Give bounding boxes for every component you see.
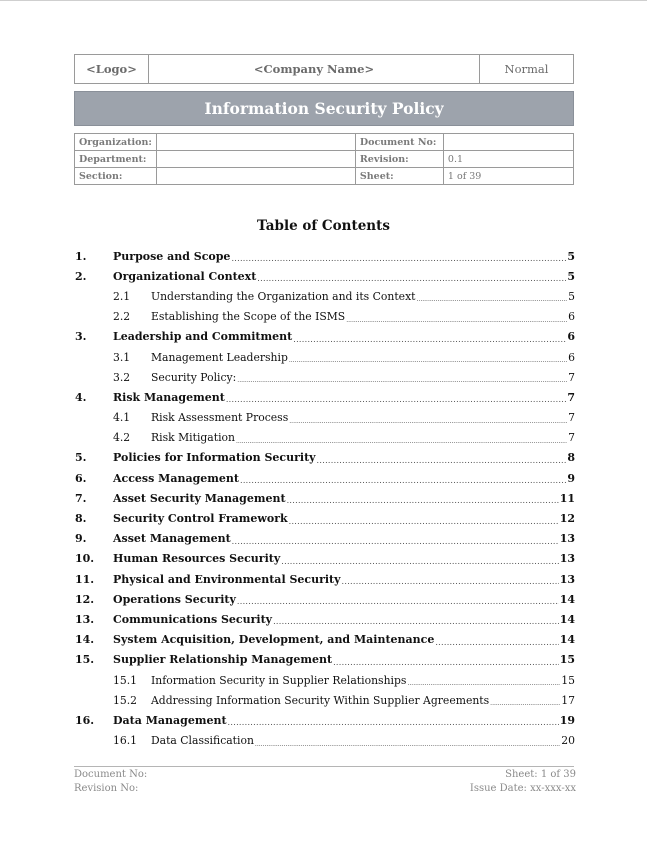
toc-entry-number: 9. [75, 532, 87, 546]
toc-entry[interactable] [75, 650, 575, 670]
toc-entry[interactable] [75, 387, 575, 407]
toc-entry-number: 3. [75, 330, 87, 344]
toc-leader-dots [289, 411, 567, 425]
toc-entry[interactable] [75, 468, 575, 488]
toc-entry-page: 7 [567, 390, 575, 404]
toc-entry-number: 3.2 [113, 370, 131, 384]
footer-row [74, 782, 576, 796]
toc-leader-dots [289, 350, 567, 364]
revision-value: 0.1 [443, 151, 573, 168]
toc-entry-title: Risk Assessment Process [151, 411, 289, 425]
toc-leader-dots [407, 673, 560, 687]
toc-entry-number: 8. [75, 512, 87, 526]
toc-entry-number: 12. [75, 592, 95, 606]
toc-entry[interactable] [75, 508, 575, 528]
company-name: <Company Name> [149, 55, 480, 83]
toc-leader-dots [289, 512, 559, 526]
toc-entry-page: 15 [561, 673, 575, 687]
toc-entry-page: 5 [568, 289, 575, 303]
toc-entry-number: 4. [75, 390, 87, 404]
toc-leader-dots [333, 653, 559, 667]
toc-entry[interactable] [75, 286, 575, 306]
toc-entry-title: Physical and Environmental Security [113, 572, 341, 586]
toc-entry-page: 19 [559, 713, 575, 727]
toc-entry-number: 2.1 [113, 289, 131, 303]
department-label: Department: [75, 151, 157, 168]
toc-entry[interactable] [75, 630, 575, 650]
toc-entry-number: 16.1 [113, 734, 138, 748]
toc-entry-number: 15.1 [113, 673, 138, 687]
toc-entry-title: Management Leadership [151, 350, 288, 364]
toc-entry-number: 7. [75, 491, 87, 505]
toc-leader-dots [287, 491, 559, 505]
toc-entry-number: 15.2 [113, 693, 138, 707]
toc-entry-number: 11. [75, 572, 95, 586]
sheet-label: Sheet: [355, 168, 443, 185]
toc-entry[interactable] [75, 529, 575, 549]
toc-leader-dots [228, 713, 559, 727]
toc-entry-page: 13 [559, 552, 575, 566]
footer-row [74, 768, 576, 782]
toc-entry-page: 20 [561, 734, 575, 748]
toc-entry[interactable] [75, 448, 575, 468]
toc-entry-page: 6 [568, 350, 575, 364]
toc-leader-dots [346, 310, 567, 324]
toc-entry-number: 4.2 [113, 431, 131, 445]
toc-entry[interactable] [75, 690, 575, 710]
toc-entry-title: Risk Mitigation [151, 431, 235, 445]
toc-entry[interactable] [75, 589, 575, 609]
department-value [156, 151, 355, 168]
toc-entry-title: Establishing the Scope of the ISMS [151, 310, 346, 324]
toc-entry[interactable] [75, 428, 575, 448]
toc-entry-number: 2.2 [113, 310, 131, 324]
toc-entry-title: Information Security in Supplier Relationships [151, 673, 407, 687]
toc-entry-page: 5 [567, 269, 575, 283]
classification-label: Normal [504, 62, 549, 76]
sheet-value: 1 of 39 [443, 168, 573, 185]
toc-entry-title: Risk Management [113, 390, 225, 404]
document-no-label: Document No: [355, 134, 443, 151]
toc-entry-number: 1. [75, 249, 87, 263]
toc-entry-page: 17 [561, 693, 575, 707]
logo-placeholder: <Logo> [75, 55, 149, 83]
toc-entry-title: System Acquisition, Development, and Maintenance [113, 633, 435, 647]
footer-sheet: Sheet: 1 of 39 [505, 769, 576, 780]
toc-entry-number: 13. [75, 612, 95, 626]
meta-row [75, 168, 574, 185]
toc-entry-number: 10. [75, 552, 95, 566]
toc-entry-title: Addressing Information Security Within Supplier Agreements [151, 693, 490, 707]
toc-entry-title: Understanding the Organization and its Context [151, 289, 416, 303]
toc-entry-title: Security Control Framework [113, 512, 288, 526]
toc-entry-title: Human Resources Security [113, 552, 281, 566]
toc-entry-number: 5. [75, 451, 87, 465]
toc-entry-page: 6 [568, 310, 575, 324]
footer-document-no: Document No: [74, 769, 148, 780]
toc-entry-page: 5 [567, 249, 575, 263]
footer-revision-no: Revision No: [74, 783, 139, 794]
toc-entry-page: 7 [568, 411, 575, 425]
toc-entry-title: Organizational Context [113, 269, 257, 283]
toc-entry[interactable] [75, 549, 575, 569]
toc-leader-dots [232, 532, 559, 546]
document-header [74, 54, 574, 84]
toc-entry-title: Asset Management [113, 532, 231, 546]
toc-entry-page: 14 [559, 633, 575, 647]
toc-entry[interactable] [75, 307, 575, 327]
document-footer [74, 768, 576, 796]
toc-entry-number: 14. [75, 633, 95, 647]
footer-issue-date: Issue Date: xx-xxx-xx [469, 783, 576, 794]
toc-entry[interactable] [75, 710, 575, 730]
toc-leader-dots [257, 269, 566, 283]
toc-leader-dots [281, 552, 558, 566]
toc-entry-title: Access Management [113, 471, 239, 485]
toc-entry-title: Purpose and Scope [113, 249, 231, 263]
organization-label: Organization: [75, 134, 157, 151]
toc-leader-dots [435, 633, 558, 647]
toc-leader-dots [342, 572, 559, 586]
toc-entry-title: Supplier Relationship Management [113, 653, 333, 667]
toc-entry-page: 12 [559, 512, 575, 526]
toc-entry-number: 2. [75, 269, 87, 283]
section-label: Section: [75, 168, 157, 185]
toc-entry-number: 6. [75, 471, 87, 485]
toc-entry-page: 13 [559, 572, 575, 586]
toc-leader-dots [236, 431, 567, 445]
toc-entry-page: 6 [567, 330, 575, 344]
toc-entry-title: Policies for Information Security [113, 451, 316, 465]
toc-entry-title: Asset Security Management [113, 491, 286, 505]
toc-entry[interactable] [75, 408, 575, 428]
toc-leader-dots [226, 390, 567, 404]
table-of-contents [75, 246, 575, 751]
toc-entry-title: Data Classification [151, 734, 254, 748]
section-value [156, 168, 355, 185]
toc-entry-title: Data Management [113, 713, 227, 727]
toc-leader-dots [417, 289, 568, 303]
toc-entry-page: 8 [567, 451, 575, 465]
toc-entry-page: 9 [567, 471, 575, 485]
toc-leader-dots [255, 734, 560, 748]
toc-entry-title: Operations Security [113, 592, 236, 606]
toc-entry[interactable] [75, 670, 575, 690]
toc-entry-title: Leadership and Commitment [113, 330, 293, 344]
toc-leader-dots [237, 592, 559, 606]
toc-entry[interactable] [75, 609, 575, 629]
toc-entry[interactable] [75, 367, 575, 387]
revision-label: Revision: [355, 151, 443, 168]
toc-entry[interactable] [75, 731, 575, 751]
toc-entry-number: 3.1 [113, 350, 131, 364]
toc-entry[interactable] [75, 327, 575, 347]
toc-entry-number: 15. [75, 653, 95, 667]
toc-leader-dots [237, 370, 567, 384]
meta-row [75, 151, 574, 168]
toc-entry[interactable] [75, 569, 575, 589]
meta-row [75, 134, 574, 151]
top-border [0, 0, 647, 1]
document-meta-table [74, 133, 574, 185]
toc-leader-dots [293, 330, 566, 344]
footer-divider [74, 766, 574, 767]
toc-leader-dots [317, 451, 567, 465]
toc-entry-number: 16. [75, 713, 95, 727]
toc-entry[interactable] [75, 347, 575, 367]
toc-entry-page: 7 [568, 370, 575, 384]
toc-entry-page: 14 [559, 612, 575, 626]
toc-entry-page: 13 [559, 532, 575, 546]
toc-entry-title: Communications Security [113, 612, 273, 626]
organization-value [156, 134, 355, 151]
toc-entry[interactable] [75, 488, 575, 508]
toc-entry-page: 7 [568, 431, 575, 445]
toc-leader-dots [490, 693, 560, 707]
toc-entry-number: 4.1 [113, 411, 131, 425]
toc-entry-page: 11 [559, 491, 575, 505]
toc-leader-dots [240, 471, 566, 485]
toc-entry-page: 14 [559, 592, 575, 606]
toc-entry[interactable] [75, 246, 575, 266]
toc-entry-page: 15 [559, 653, 575, 667]
toc-entry[interactable] [75, 266, 575, 286]
toc-leader-dots [273, 612, 559, 626]
document-no-value [443, 134, 573, 151]
document-title: Information Security Policy [74, 91, 574, 126]
toc-leader-dots [231, 249, 566, 263]
toc-heading: Table of Contents [257, 218, 390, 234]
toc-entry-title: Security Policy: [151, 370, 237, 384]
